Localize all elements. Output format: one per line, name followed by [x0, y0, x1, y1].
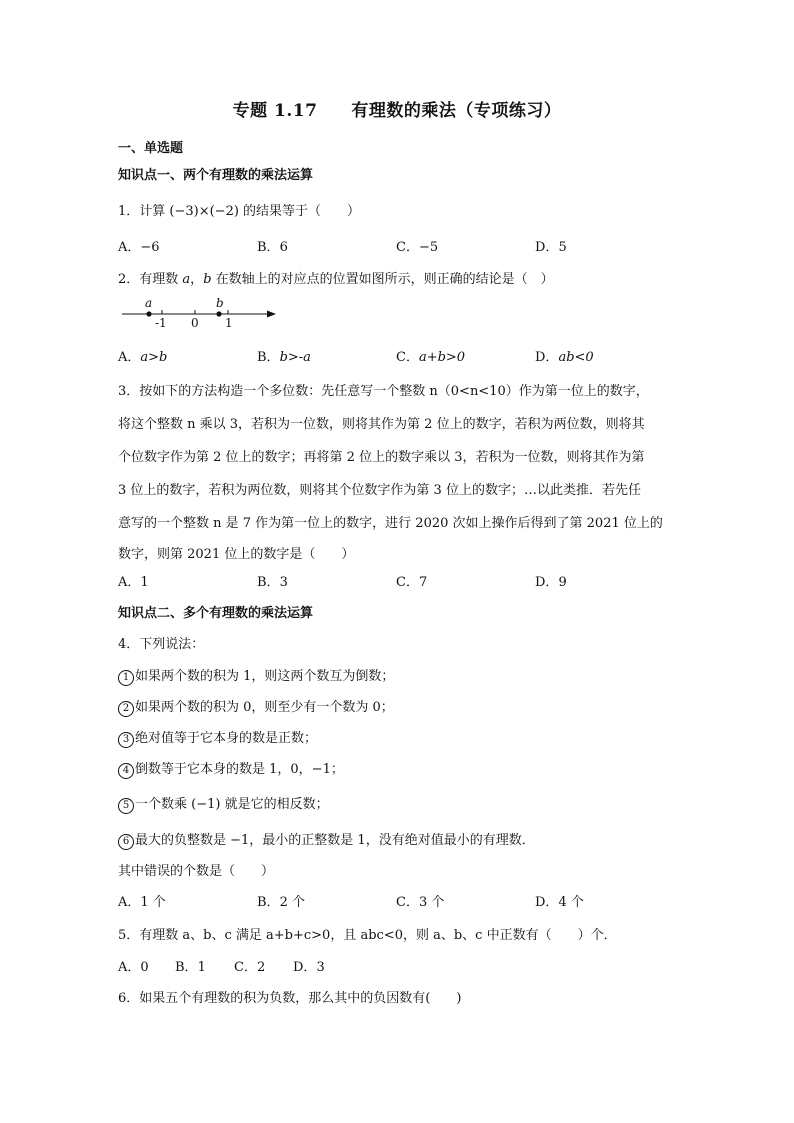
option-c: C．−5: [396, 240, 439, 255]
point-a: [146, 311, 151, 316]
option-a: A．a>b: [118, 350, 168, 365]
option-d: D．4 个: [535, 895, 584, 910]
question-3-line-4: 3 位上的数字，若积为两位数，则将其个位数字作为第 3 位上的数字；…以此类推．若先任: [118, 483, 641, 498]
tick-label-0: 0: [191, 316, 199, 330]
option-b: B．6: [257, 240, 288, 255]
page-title: 专题 1.17 有理数的乘法（专项练习）: [232, 101, 562, 121]
option-a: A．1: [118, 575, 149, 590]
tick-label-minus-1: -1: [155, 316, 167, 330]
label-a: a: [145, 296, 153, 310]
option-c: C．2: [234, 960, 266, 975]
option-a: A．−6: [118, 240, 160, 255]
option-d: D．ab<0: [535, 350, 594, 365]
statement-4: 4 倒数等于它本身的数是 1，0，−1；: [118, 758, 344, 779]
point-b: [216, 311, 221, 316]
option-c: C．3 个: [396, 895, 445, 910]
question-2-stem: 2．有理数 a，b 在数轴上的对应点的位置如图所示，则正确的结论是（ ）: [118, 272, 554, 287]
question-3-line-6: 数字，则第 2021 位上的数字是（ ）: [118, 547, 355, 562]
option-d: D．3: [293, 960, 325, 975]
question-3-line-3: 个位数字作为第 2 位上的数字；再将第 2 位上的数字乘以 3，若积为一位数，则将其作为第: [118, 450, 645, 465]
statement-1: 1 如果两个数的积为 1，则这两个数互为倒数；: [118, 665, 394, 686]
question-3-line-1: 3．按如下的方法构造一个多位数：先任意写一个整数 n（0<n<10）作为第一位上的数字，: [118, 384, 649, 399]
option-d: D．9: [535, 575, 567, 590]
knowledge-point-1: 知识点一、两个有理数的乘法运算: [118, 168, 314, 183]
option-c: C．a+b>0: [396, 350, 466, 365]
question-4-prompt: 其中错误的个数是（ ）: [118, 864, 275, 879]
option-b: B．b>-a: [257, 350, 311, 365]
axis-arrow-icon: [267, 311, 276, 318]
section-heading: 一、单选题: [118, 141, 184, 156]
option-d: D．5: [535, 240, 567, 255]
option-a: A．1 个: [118, 895, 166, 910]
knowledge-point-2: 知识点二、多个有理数的乘法运算: [118, 606, 314, 621]
option-a: A．0: [118, 960, 149, 975]
question-1-stem: 1．计算 (−3)×(−2) 的结果等于（ ）: [118, 204, 361, 219]
question-6-stem: 6．如果五个有理数的积为负数，那么其中的负因数有( ): [118, 991, 462, 1006]
number-line-figure: [118, 296, 288, 332]
option-c: C．7: [396, 575, 428, 590]
tick-label-1: 1: [225, 316, 233, 330]
statement-2: 2 如果两个数的积为 0，则至少有一个数为 0；: [118, 696, 394, 717]
option-b: B．3: [257, 575, 288, 590]
option-b: B．2 个: [257, 895, 305, 910]
question-5-stem: 5．有理数 a、b、c 满足 a+b+c>0，且 abc<0，则 a、b、c 中正数有（ ）个．: [118, 928, 617, 943]
statement-6: 6 最大的负整数是 −1，最小的正整数是 1，没有绝对值最小的有理数．: [118, 829, 535, 850]
label-b: b: [216, 296, 224, 310]
option-b: B．1: [175, 960, 206, 975]
question-3-line-5: 意写的一个整数 n 是 7 作为第一位上的数字，进行 2020 次如上操作后得到了第 2021 位上的: [118, 516, 663, 531]
question-3-line-2: 将这个整数 n 乘以 3，若积为一位数，则将其作为第 2 位上的数字，若积为两位数，则将其: [118, 417, 645, 432]
statement-3: 3 绝对值等于它本身的数是正数；: [118, 727, 317, 748]
question-4-stem: 4．下列说法：: [118, 637, 205, 652]
statement-5: 5 一个数乘 (−1) 就是它的相反数；: [118, 793, 329, 814]
